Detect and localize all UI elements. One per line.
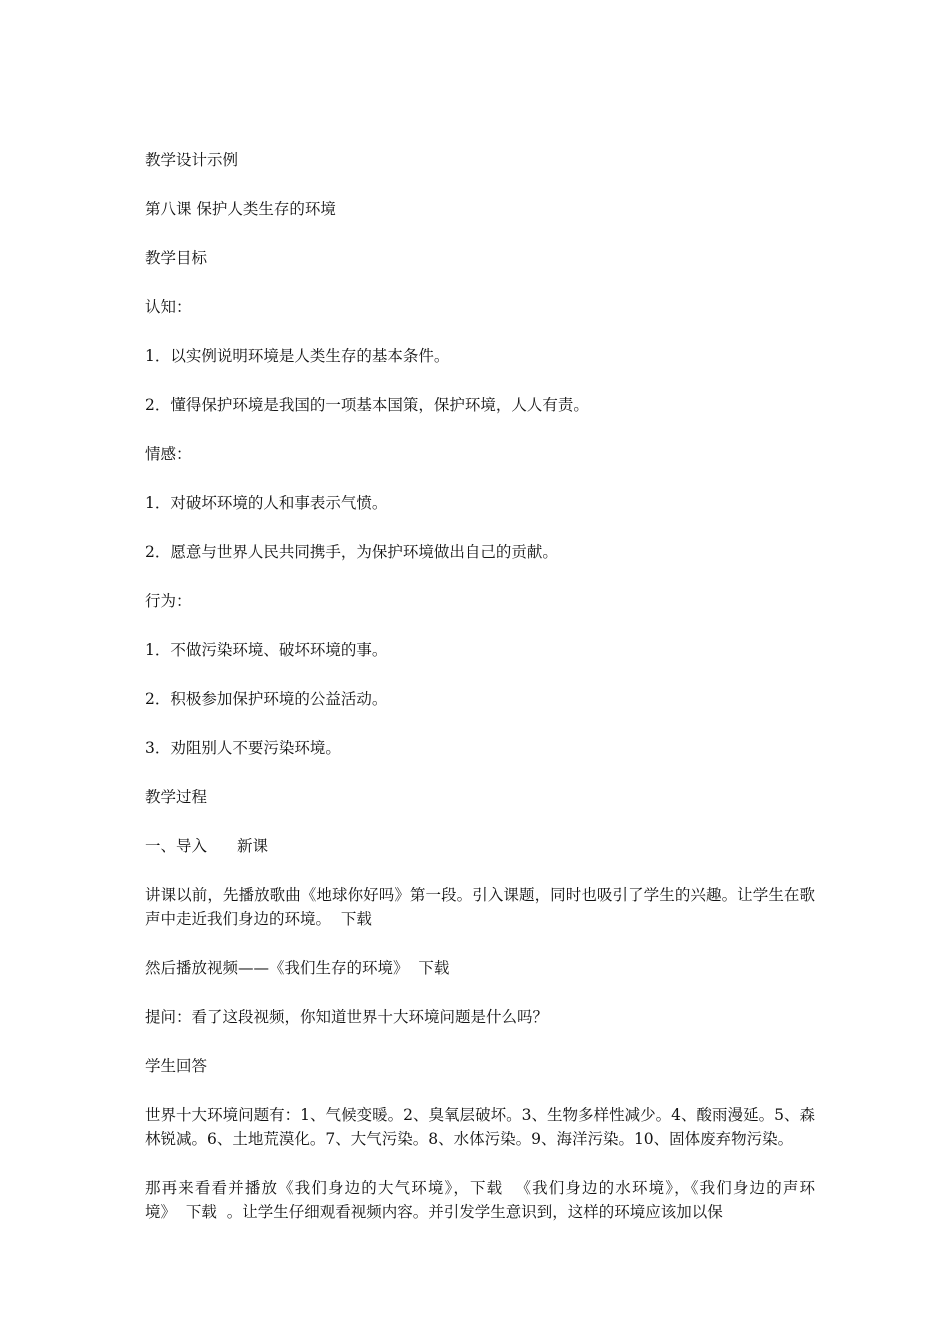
paragraph-more-videos — [145, 1176, 815, 1224]
sound-video-download-link[interactable]: 下载 — [185, 1203, 217, 1221]
behavior-item-2: 2．积极参加保护环境的公益活动。 — [145, 690, 388, 708]
lesson-title: 第八课 保护人类生存的环境 — [145, 200, 336, 218]
paragraph-video-text: 然后播放视频——《我们生存的环境》 — [145, 959, 409, 977]
intro-heading — [145, 834, 815, 858]
intro-label: 一、导入 — [145, 837, 208, 855]
paragraph-answer-label: 学生回答 — [145, 1057, 208, 1075]
process-heading: 教学过程 — [145, 788, 208, 806]
doc-title: 教学设计示例 — [145, 151, 239, 169]
more-videos-text-a: 那再来看看并播放《我们身边的大气环境》， — [145, 1179, 471, 1197]
emotion-item-2: 2．愿意与世界人民共同携手，为保护环境做出自己的贡献。 — [145, 543, 558, 561]
video-download-link[interactable]: 下载 — [418, 959, 450, 977]
goals-heading: 教学目标 — [145, 249, 208, 267]
behavior-item-3: 3．劝阻别人不要污染环境。 — [145, 739, 341, 757]
document-page — [145, 148, 815, 1249]
more-videos-text-b: 《我们身边的水环境》，《我们身边的声环境》 — [145, 1179, 815, 1221]
cognition-heading: 认知： — [145, 298, 192, 316]
song-download-link[interactable]: 下载 — [340, 910, 372, 928]
emotion-heading: 情感： — [145, 445, 192, 463]
emotion-item-1: 1．对破坏环境的人和事表示气愤。 — [145, 494, 388, 512]
paragraph-song — [145, 883, 815, 931]
paragraph-question: 提问：看了这段视频，你知道世界十大环境问题是什么吗？ — [145, 1008, 549, 1026]
behavior-heading: 行为： — [145, 592, 192, 610]
paragraph-problems-list: 世界十大环境问题有：1、气候变暖。2、臭氧层破坏。3、生物多样性减少。4、酸雨漫延。5、森林锐减。6、土地荒漠化。7、大气污染。8、水体污染。9、海洋污染。10、固体废弃物污染。 — [145, 1106, 815, 1148]
air-video-download-link[interactable]: 下载 — [470, 1179, 504, 1197]
more-videos-text-c: 。让学生仔细观看视频内容。并引发学生意识到，这样的环境应该加以保 — [226, 1203, 723, 1221]
paragraph-video — [145, 956, 815, 980]
cognition-item-2: 2．懂得保护环境是我国的一项基本国策，保护环境，人人有责。 — [145, 396, 589, 414]
behavior-item-1: 1．不做污染环境、破坏环境的事。 — [145, 641, 388, 659]
intro-label-2: 新课 — [237, 837, 269, 855]
cognition-item-1: 1．以实例说明环境是人类生存的基本条件。 — [145, 347, 450, 365]
paragraph-song-text: 讲课以前，先播放歌曲《地球你好吗》第一段。引入课题，同时也吸引了学生的兴趣。让学生在歌声中走近我们身边的环境。 — [145, 886, 815, 928]
